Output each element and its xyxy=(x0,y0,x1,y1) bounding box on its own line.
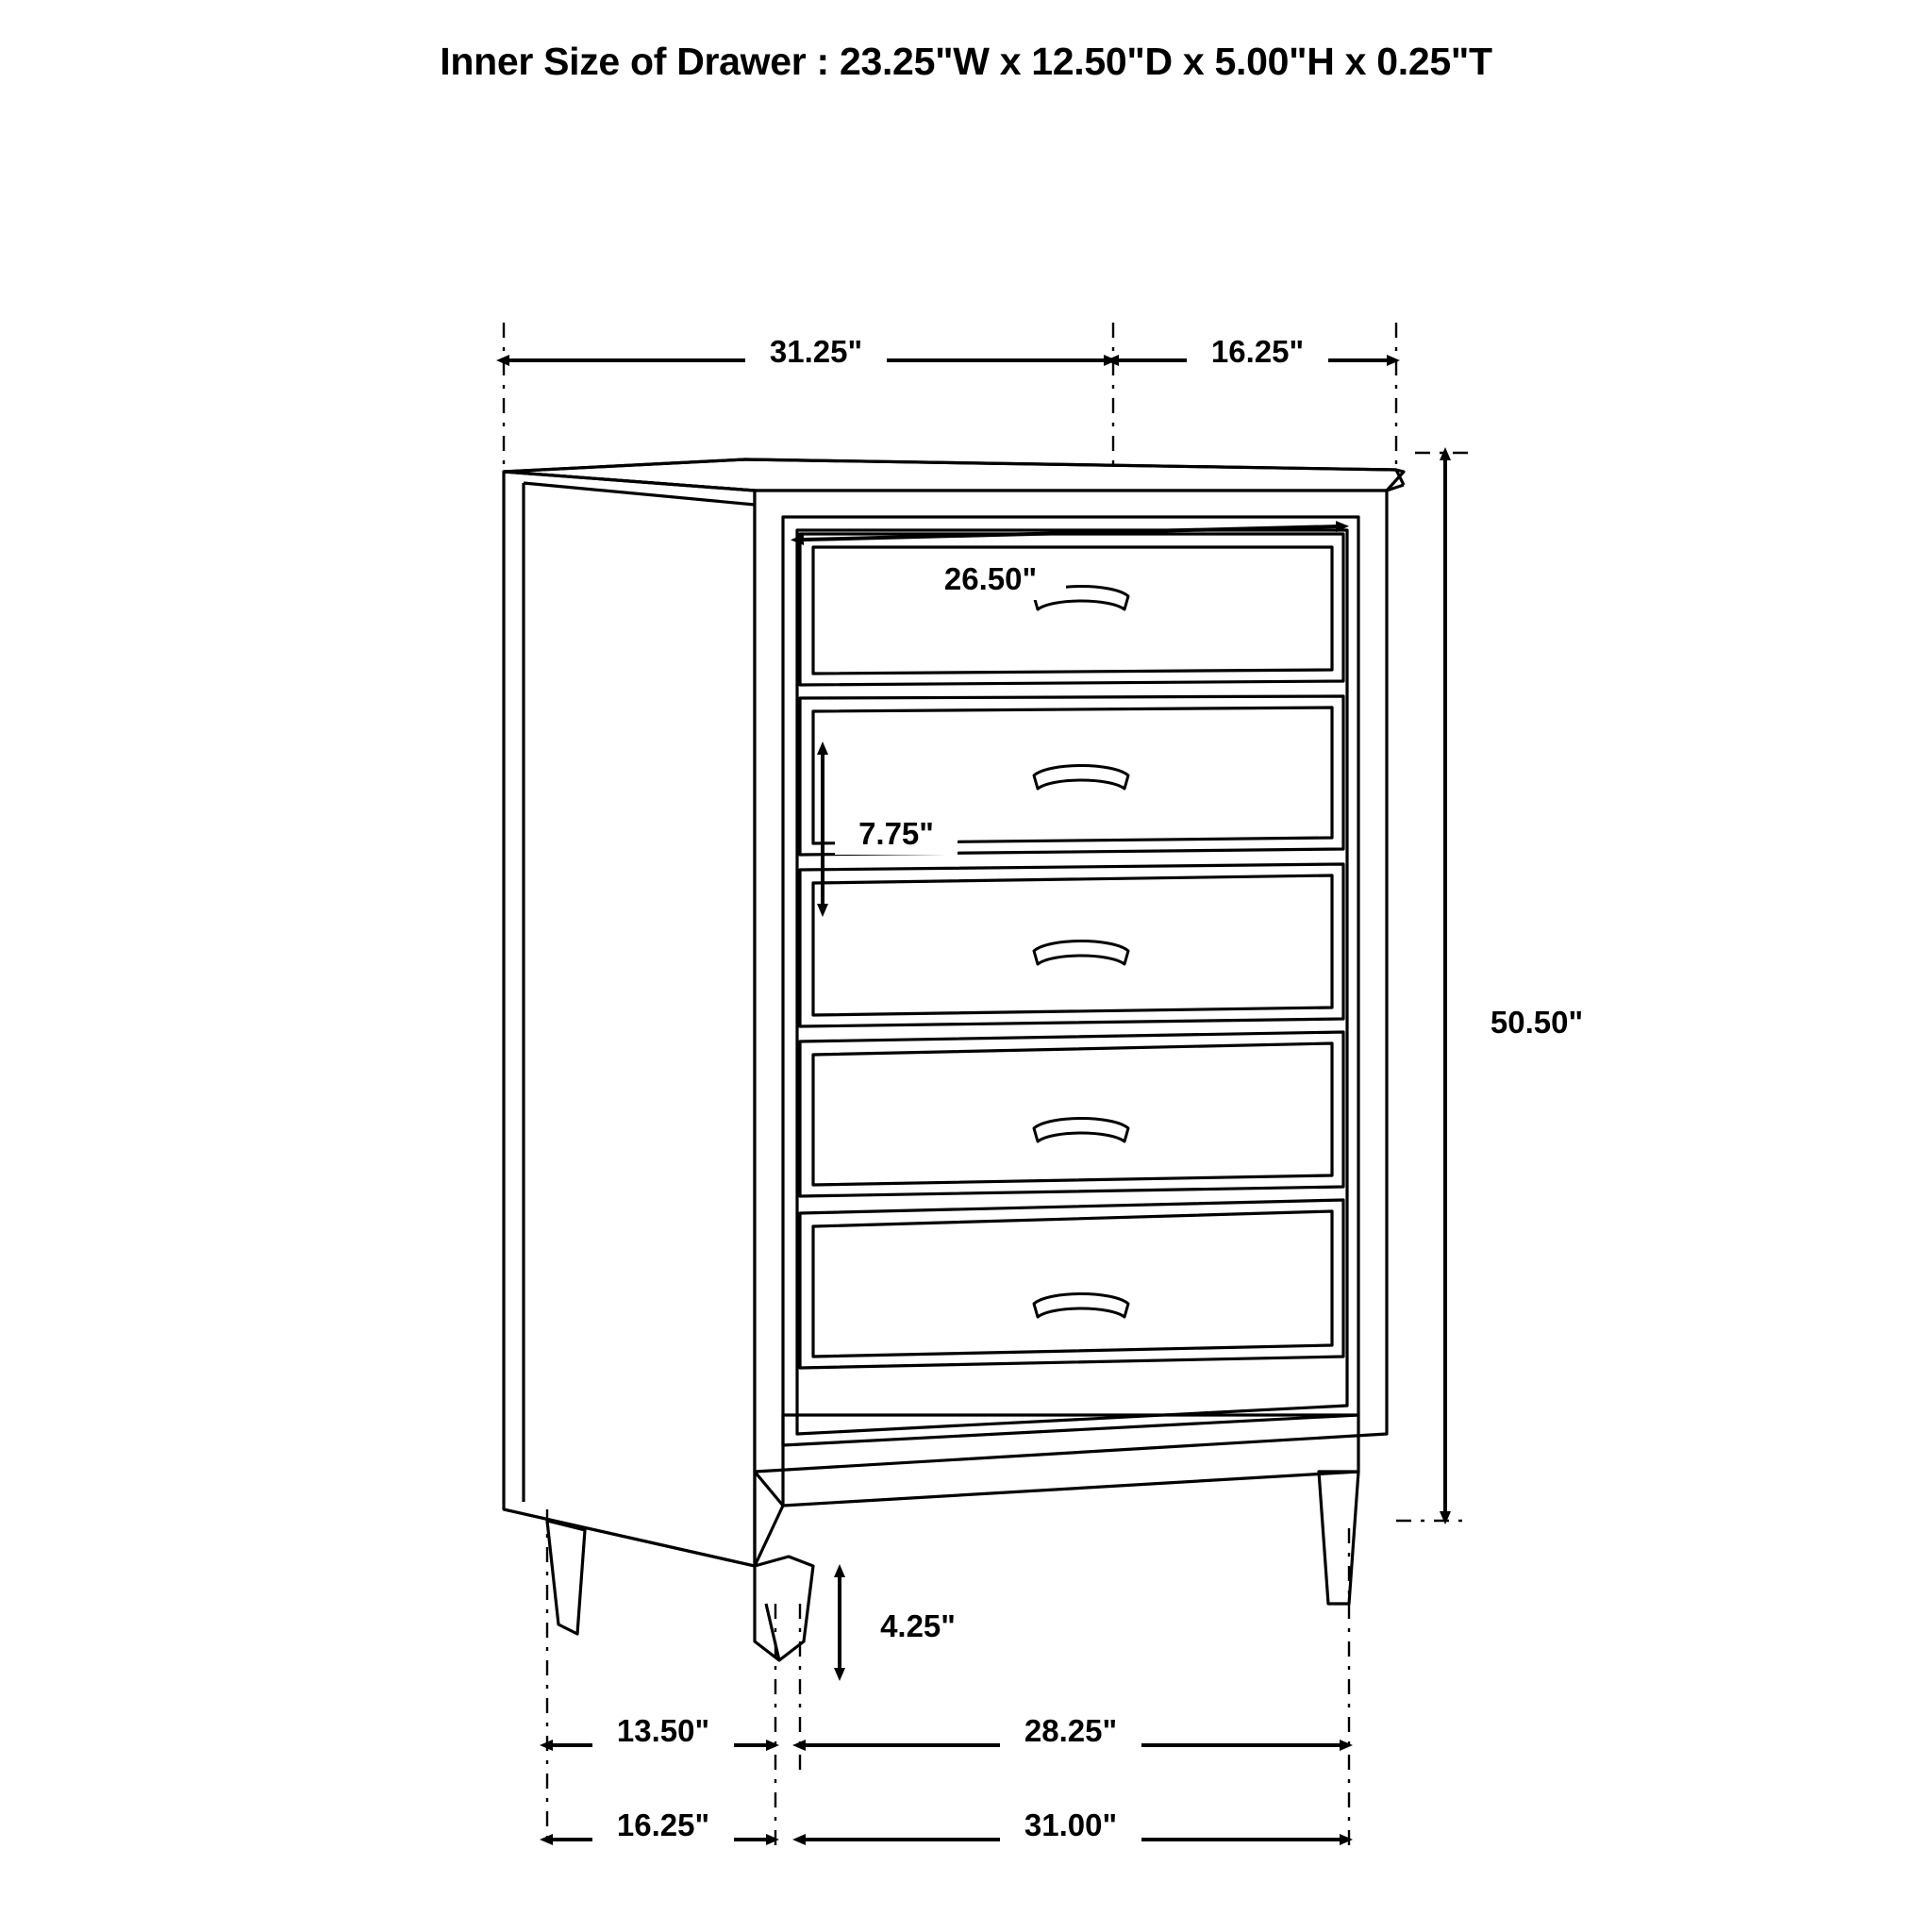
dim-top-front-width: 31.25" xyxy=(769,334,863,369)
page-title: Inner Size of Drawer : 23.25"W x 12.50"D x 5.00"H x 0.25"T xyxy=(440,40,1492,83)
dim-base-side-depth: 13.50" xyxy=(616,1713,710,1748)
dim-top-side-depth: 16.25" xyxy=(1210,334,1305,369)
chest-body-outline xyxy=(504,459,1404,1660)
dim-bottom-side-depth: 16.25" xyxy=(616,1807,710,1842)
dim-total-height: 50.50" xyxy=(1490,1005,1584,1040)
dim-bottom-front-width: 31.00" xyxy=(1024,1807,1118,1842)
dim-drawer-front-width: 26.50" xyxy=(943,561,1038,596)
dim-base-front-width: 28.25" xyxy=(1024,1713,1118,1748)
dim-leg-height: 4.25" xyxy=(880,1608,956,1643)
dim-drawer-height: 7.75" xyxy=(858,816,934,851)
